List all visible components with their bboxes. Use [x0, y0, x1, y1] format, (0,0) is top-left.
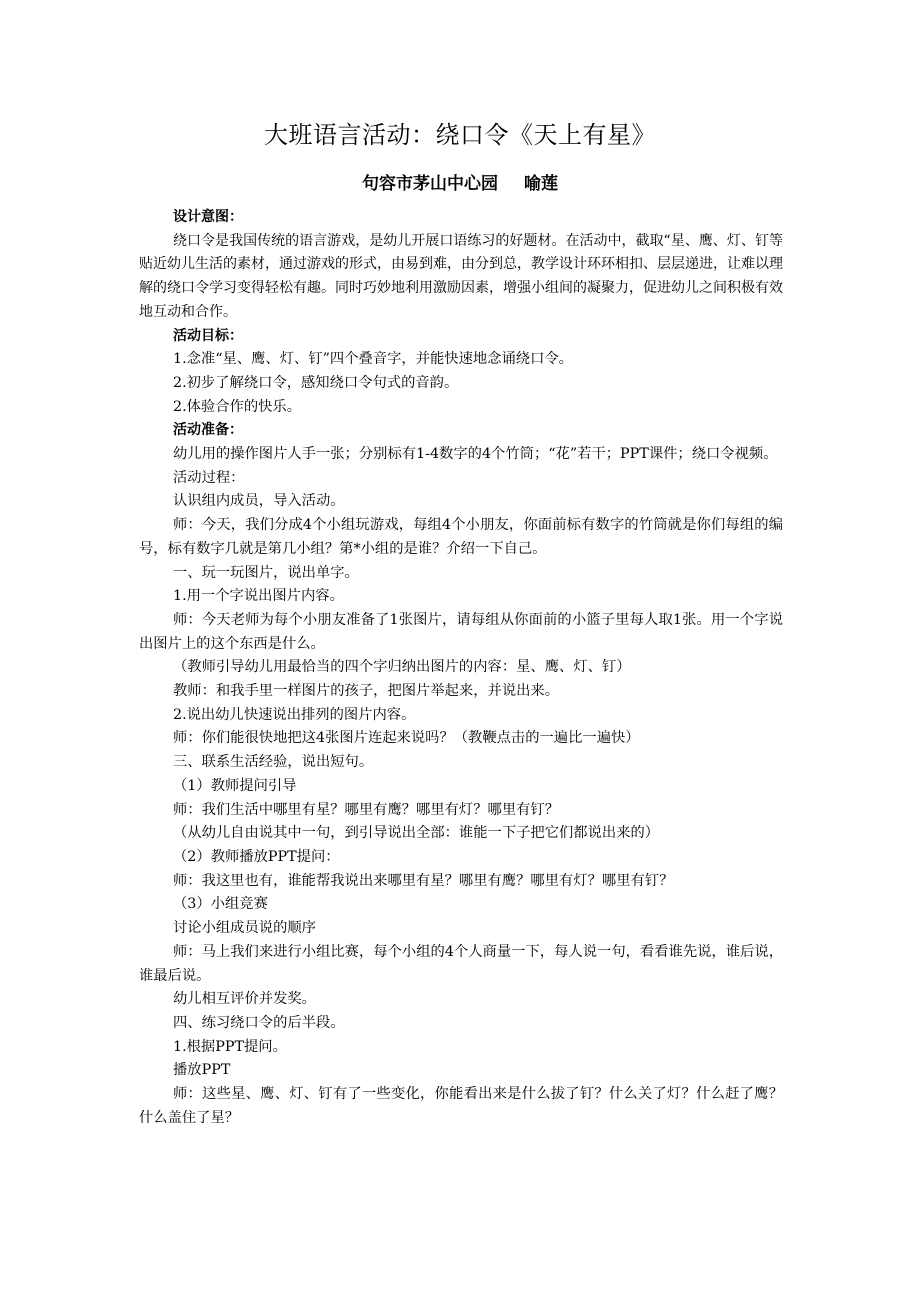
process-line: 讨论小组成员说的顺序 [173, 920, 316, 937]
section-heading-preparation: 活动准备： [173, 422, 243, 439]
process-line: 师：今天老师为每个小朋友准备了1张图片，请每组从你面前的小篮子里每人取1张。用一个字说出图片上的这个东西是什么。 [139, 611, 783, 652]
school-name: 句容市茅山中心园 [362, 174, 498, 194]
goal-item: 1.念准“星、鹰、灯、钉”四个叠音字，并能快速地念诵绕口令。 [173, 351, 573, 368]
process-line: 师：你们能很快地把这4张图片连起来说吗？（教鞭点击的一遍比一遍快） [173, 730, 640, 747]
section-heading-goals: 活动目标： [173, 327, 243, 344]
process-line: 2.说出幼儿快速说出排列的图片内容。 [173, 706, 416, 723]
process-line: （从幼儿自由说其中一句，到引导说出全部：谁能一下子把它们都说出来的） [173, 825, 660, 842]
process-line: （3）小组竞赛 [173, 896, 268, 913]
document-title: 大班语言活动：绕口令《天上有星》 [264, 121, 656, 149]
process-line: 1.用一个字说出图片内容。 [173, 588, 344, 605]
process-line: 播放PPT [173, 1062, 231, 1079]
process-line: 师：我们生活中哪里有星？哪里有鹰？哪里有灯？哪里有钉？ [173, 801, 560, 818]
process-line: 师：这些星、鹰、灯、钉有了一些变化，你能看出来是什么拔了钉？什么关了灯？什么赶了鹰？什么盖住了星？ [139, 1086, 783, 1126]
process-line: （2）教师播放PPT提问： [173, 848, 340, 865]
goal-item: 2.体验合作的快乐。 [173, 398, 302, 415]
process-line: （1）教师提问引导 [173, 777, 297, 794]
process-step-heading: 一、玩一玩图片，说出单字。 [173, 564, 359, 581]
process-line: 认识组内成员，导入活动。 [173, 493, 345, 510]
process-line: 师：我这里也有，谁能帮我说出来哪里有星？哪里有鹰？哪里有灯？哪里有钉？ [173, 872, 674, 889]
document-body [139, 206, 783, 1130]
section-heading-design-intent: 设计意图： [173, 209, 243, 225]
section-heading-process: 活动过程： [173, 469, 245, 486]
process-line: 师：今天，我们分成4个小组玩游戏，每组4个小朋友，你面前标有数字的竹筒就是你们每组的编号，标有数字几就是第几小组？第*小组的是谁？介绍一下自己。 [139, 517, 783, 557]
author-line [0, 171, 920, 197]
process-line: （教师引导幼儿用最恰当的四个字归纳出图片的内容：星、鹰、灯、钉） [173, 659, 631, 676]
goal-item: 2.初步了解绕口令，感知绕口令句式的音韵。 [173, 374, 459, 391]
process-line: 师：马上我们来进行小组比赛，每个小组的4个人商量一下，每人说一句，看看谁先说，谁后说，谁最后说。 [139, 943, 783, 984]
paragraph-preparation: 幼儿用的操作图片人手一张；分别标有1-4数字的4个竹筒；“花”若干；PPT课件；绕口令视频。 [173, 446, 778, 463]
author-name: 喻莲 [524, 174, 558, 194]
process-line: 幼儿相互评价并发奖。 [173, 991, 316, 1008]
paragraph-design-intent: 绕口令是我国传统的语言游戏，是幼儿开展口语练习的好题材。在活动中，截取“星、鹰、灯、钉等贴近幼儿生活的素材，通过游戏的形式，由易到难，由分到总，教学设计环环相扣、层层递进，让难以理解的绕口令学习变得轻松有趣。同时巧妙地利用激励因素，增强小组间的凝聚力，促进幼儿之间积极有效地互动和合作。 [139, 232, 783, 320]
process-step-heading: 三、联系生活经验，说出短句。 [173, 754, 374, 771]
process-line: 1.根据PPT提问。 [173, 1038, 287, 1055]
process-step-heading: 四、练习绕口令的后半段。 [173, 1014, 345, 1031]
process-line: 教师：和我手里一样图片的孩子，把图片举起来，并说出来。 [173, 683, 560, 700]
